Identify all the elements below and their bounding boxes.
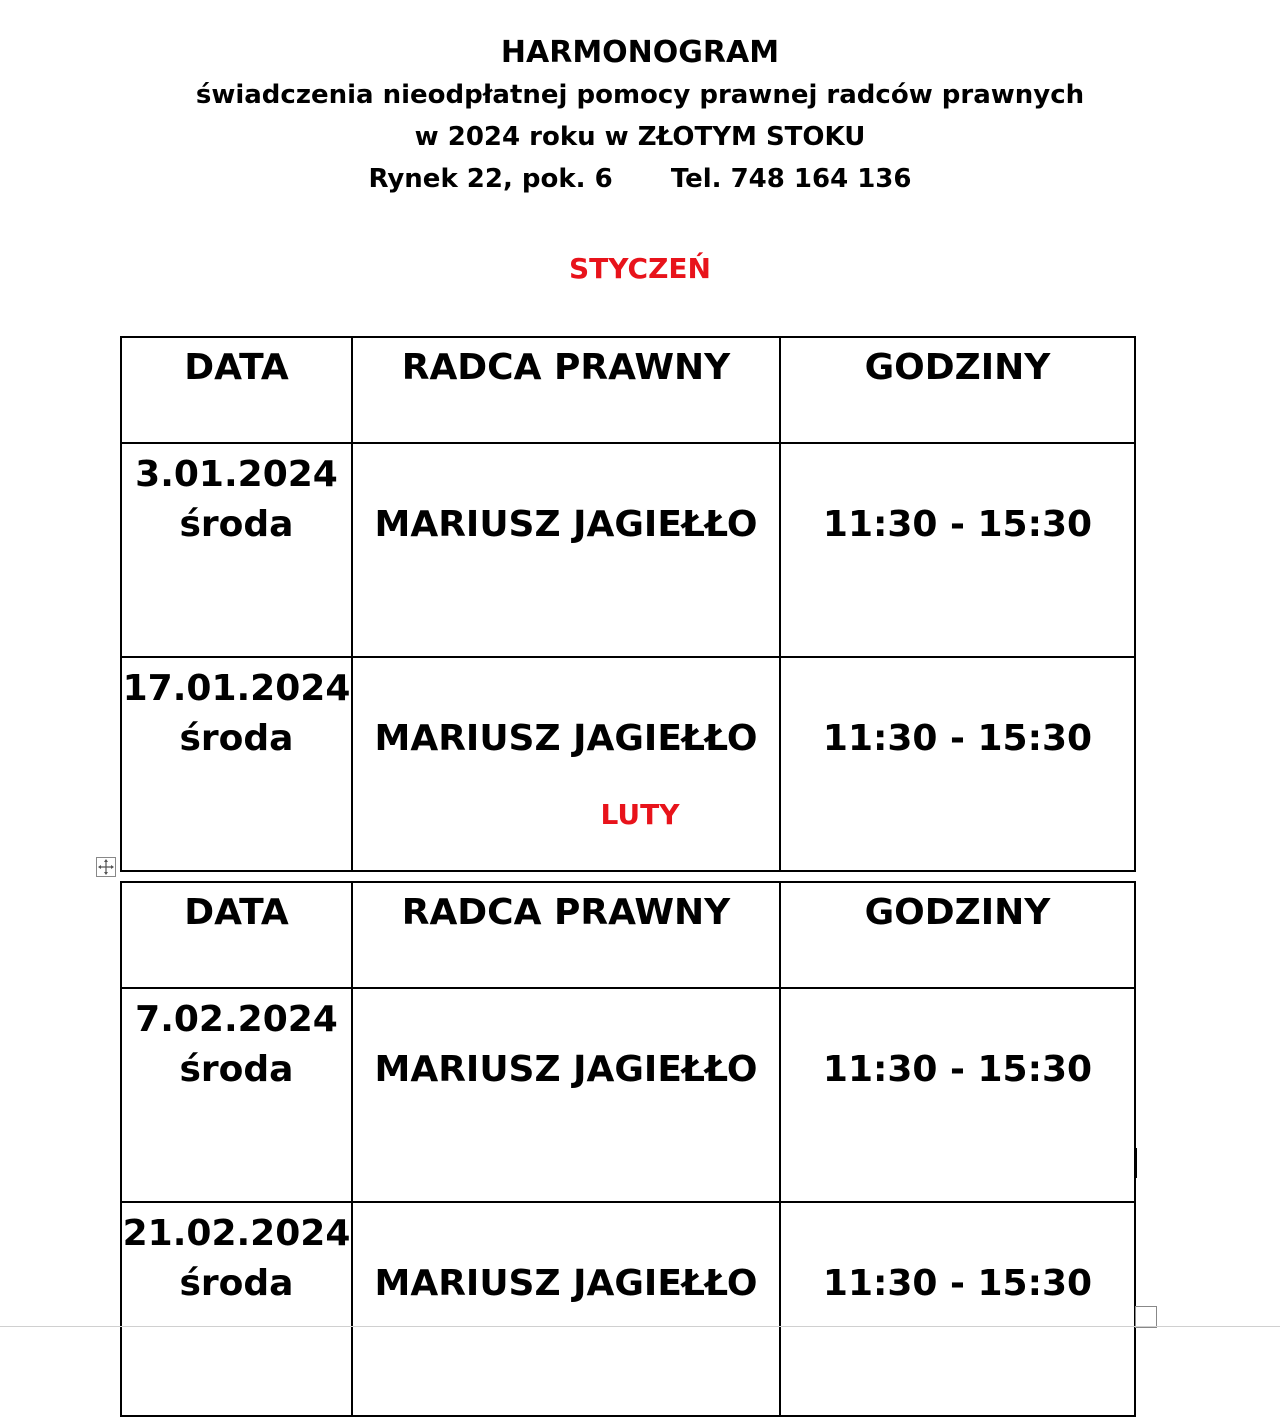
- date-cell: [121, 1202, 352, 1416]
- subtitle-line-1: świadczenia nieodpłatnej pomocy prawnej radców prawnych: [195, 80, 1085, 110]
- document-title: HARMONOGRAM: [500, 35, 780, 70]
- document-header: [0, 32, 1280, 200]
- table-row: [121, 657, 1135, 871]
- lawyer-cell: MARIUSZ JAGIEŁŁO: [352, 657, 780, 871]
- date-cell: [121, 443, 352, 657]
- month-heading-january: STYCZEŃ: [569, 252, 711, 285]
- weekday-value: środa: [179, 504, 294, 545]
- column-header-date: DATA: [121, 337, 352, 443]
- lawyer-cell: MARIUSZ JAGIEŁŁO: [352, 1202, 780, 1416]
- date-cell: [121, 988, 352, 1202]
- table-row: [121, 1202, 1135, 1416]
- table-row: [121, 443, 1135, 657]
- hours-cell: 11:30 - 15:30: [780, 443, 1135, 657]
- page-edge-divider: [0, 1326, 1280, 1327]
- date-value: 7.02.2024: [135, 999, 338, 1040]
- hours-cell: 11:30 - 15:30: [780, 657, 1135, 871]
- column-header-date: DATA: [121, 882, 352, 988]
- move-cross-icon[interactable]: [96, 857, 116, 877]
- table-header-row: [121, 882, 1135, 988]
- weekday-value: środa: [179, 718, 294, 759]
- month-heading-february: LUTY: [600, 798, 680, 831]
- phone-text: Tel. 748 164 136: [670, 164, 912, 194]
- text-cursor: [1135, 1148, 1137, 1178]
- column-header-lawyer: RADCA PRAWNY: [352, 337, 780, 443]
- table-row: [121, 988, 1135, 1202]
- weekday-value: środa: [179, 1263, 294, 1304]
- table-header-row: [121, 337, 1135, 443]
- date-value: 3.01.2024: [135, 454, 338, 495]
- address-text: Rynek 22, pok. 6: [368, 164, 613, 194]
- subtitle-line-2: w 2024 roku w ZŁOTYM STOKU: [414, 122, 866, 152]
- date-value: 21.02.2024: [122, 1213, 351, 1254]
- table-resize-handle[interactable]: [1135, 1306, 1157, 1328]
- column-header-lawyer: RADCA PRAWNY: [352, 882, 780, 988]
- date-cell: [121, 657, 352, 871]
- hours-cell: 11:30 - 15:30: [780, 1202, 1135, 1416]
- schedule-table-january: [120, 336, 1136, 872]
- column-header-hours: GODZINY: [780, 337, 1135, 443]
- lawyer-cell: MARIUSZ JAGIEŁŁO: [352, 988, 780, 1202]
- hours-cell: 11:30 - 15:30: [780, 988, 1135, 1202]
- lawyer-cell: MARIUSZ JAGIEŁŁO: [352, 443, 780, 657]
- date-value: 17.01.2024: [122, 668, 351, 709]
- weekday-value: środa: [179, 1049, 294, 1090]
- schedule-table-february: [120, 881, 1136, 1417]
- column-header-hours: GODZINY: [780, 882, 1135, 988]
- address-line: [0, 158, 1280, 200]
